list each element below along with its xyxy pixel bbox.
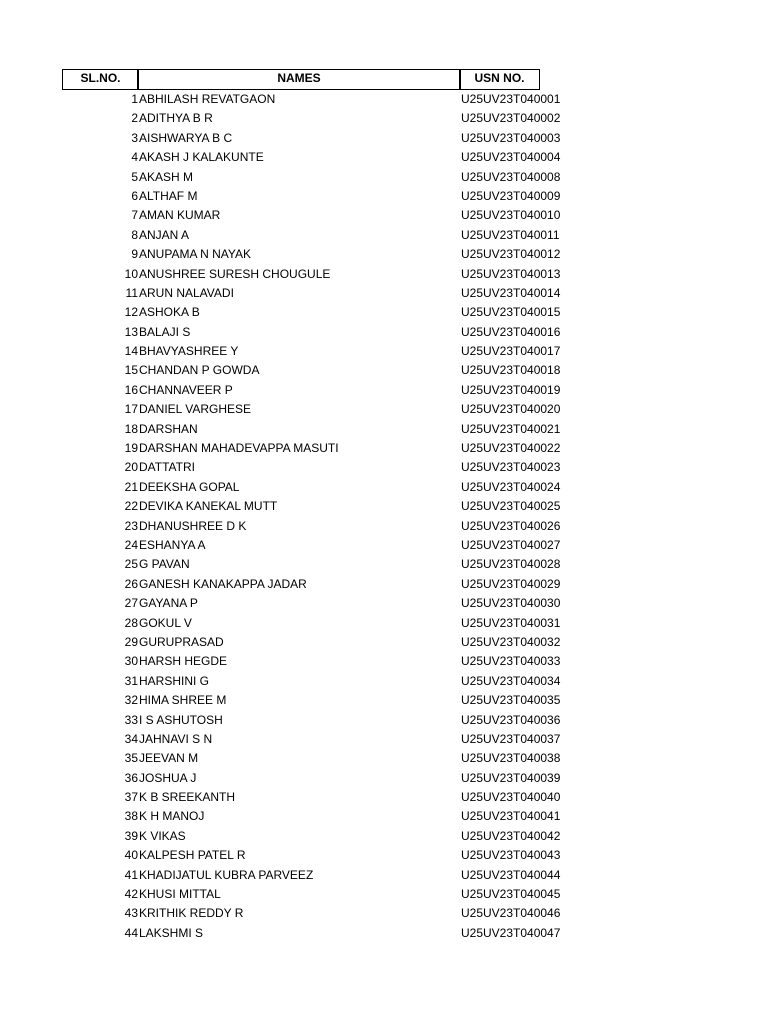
row-sl-no: 10 xyxy=(124,266,138,281)
row-sl-no: 30 xyxy=(124,654,138,669)
row-name: HIMA SHREE M xyxy=(139,693,227,708)
table-row xyxy=(0,109,768,128)
table-row xyxy=(0,885,768,904)
row-sl-no: 38 xyxy=(124,809,138,824)
row-usn: U25UV23T040008 xyxy=(461,169,561,184)
row-name: GOKUL V xyxy=(139,615,192,630)
row-usn: U25UV23T040026 xyxy=(461,518,561,533)
row-usn: U25UV23T040030 xyxy=(461,596,561,611)
table-row xyxy=(0,400,768,419)
row-usn: U25UV23T040040 xyxy=(461,790,561,805)
row-name: GAYANA P xyxy=(139,596,198,611)
table-row xyxy=(0,594,768,613)
row-sl-no: 35 xyxy=(124,751,138,766)
row-sl-no: 26 xyxy=(124,576,138,591)
row-name: G PAVAN xyxy=(139,557,190,572)
table-row xyxy=(0,711,768,730)
row-usn: U25UV23T040009 xyxy=(461,188,561,203)
row-sl-no: 4 xyxy=(131,150,138,165)
row-name: DARSHAN MAHADEVAPPA MASUTI xyxy=(139,441,339,456)
row-name: AMAN KUMAR xyxy=(139,208,221,223)
row-sl-no: 20 xyxy=(124,460,138,475)
row-name: HARSH HEGDE xyxy=(139,654,228,669)
table-row xyxy=(0,497,768,516)
row-name: I S ASHUTOSH xyxy=(139,712,223,727)
row-usn: U25UV23T040013 xyxy=(461,266,561,281)
row-name: DEEKSHA GOPAL xyxy=(139,479,240,494)
row-sl-no: 16 xyxy=(124,382,138,397)
row-name: KHADIJATUL KUBRA PARVEEZ xyxy=(139,867,314,882)
table-row xyxy=(0,168,768,187)
row-name: JEEVAN M xyxy=(139,751,199,766)
row-usn: U25UV23T040039 xyxy=(461,770,561,785)
row-sl-no: 18 xyxy=(124,421,138,436)
row-sl-no: 2 xyxy=(131,111,138,126)
row-name: CHANDAN P GOWDA xyxy=(139,363,260,378)
table-row xyxy=(0,148,768,167)
row-sl-no: 8 xyxy=(131,227,138,242)
table-row xyxy=(0,323,768,342)
row-sl-no: 41 xyxy=(124,867,138,882)
row-name: BHAVYASHREE Y xyxy=(139,344,239,359)
row-usn: U25UV23T040024 xyxy=(461,479,561,494)
row-name: JAHNAVI S N xyxy=(139,731,213,746)
row-usn: U25UV23T040027 xyxy=(461,537,561,552)
row-name: CHANNAVEER P xyxy=(139,382,233,397)
row-usn: U25UV23T040023 xyxy=(461,460,561,475)
row-sl-no: 9 xyxy=(131,247,138,262)
row-usn: U25UV23T040028 xyxy=(461,557,561,572)
row-name: KHUSI MITTAL xyxy=(139,887,221,902)
table-row xyxy=(0,866,768,885)
table-row xyxy=(0,924,768,943)
row-usn: U25UV23T040004 xyxy=(461,150,561,165)
table-row xyxy=(0,245,768,264)
table-row xyxy=(0,420,768,439)
table-row xyxy=(0,788,768,807)
row-sl-no: 42 xyxy=(124,887,138,902)
header-usn-no: USN NO. xyxy=(459,69,540,90)
row-sl-no: 44 xyxy=(124,925,138,940)
row-name: LAKSHMI S xyxy=(139,925,204,940)
row-usn: U25UV23T040031 xyxy=(461,615,561,630)
table-row xyxy=(0,226,768,245)
row-usn: U25UV23T040032 xyxy=(461,634,561,649)
row-usn: U25UV23T040042 xyxy=(461,828,561,843)
row-name: AKASH M xyxy=(139,169,194,184)
row-name: ANJAN A xyxy=(139,227,190,242)
row-usn: U25UV23T040016 xyxy=(461,324,561,339)
row-name: DANIEL VARGHESE xyxy=(139,402,252,417)
table-row xyxy=(0,846,768,865)
row-usn: U25UV23T040041 xyxy=(461,809,561,824)
row-usn: U25UV23T040012 xyxy=(461,247,561,262)
row-sl-no: 28 xyxy=(124,615,138,630)
row-usn: U25UV23T040034 xyxy=(461,673,561,688)
header-names: NAMES xyxy=(137,69,461,90)
table-row xyxy=(0,90,768,109)
row-name: AISHWARYA B C xyxy=(139,130,233,145)
row-name: ADITHYA B R xyxy=(139,111,213,126)
table-row xyxy=(0,342,768,361)
row-usn: U25UV23T040018 xyxy=(461,363,561,378)
table-row xyxy=(0,187,768,206)
row-sl-no: 13 xyxy=(124,324,138,339)
row-name: DEVIKA KANEKAL MUTT xyxy=(139,499,278,514)
row-usn: U25UV23T040046 xyxy=(461,906,561,921)
row-sl-no: 34 xyxy=(124,731,138,746)
row-name: ARUN NALAVADI xyxy=(139,285,234,300)
row-sl-no: 3 xyxy=(131,130,138,145)
row-sl-no: 7 xyxy=(131,208,138,223)
row-sl-no: 43 xyxy=(124,906,138,921)
row-usn: U25UV23T040002 xyxy=(461,111,561,126)
row-usn: U25UV23T040001 xyxy=(461,92,561,106)
row-usn: U25UV23T040029 xyxy=(461,576,561,591)
row-sl-no: 33 xyxy=(124,712,138,727)
table-row xyxy=(0,730,768,749)
table-row xyxy=(0,265,768,284)
table-row xyxy=(0,381,768,400)
row-sl-no: 23 xyxy=(124,518,138,533)
row-usn: U25UV23T040035 xyxy=(461,693,561,708)
row-name: DARSHAN xyxy=(139,421,198,436)
row-sl-no: 14 xyxy=(124,344,138,359)
row-usn: U25UV23T040045 xyxy=(461,887,561,902)
row-usn: U25UV23T040025 xyxy=(461,499,561,514)
row-sl-no: 17 xyxy=(124,402,138,417)
row-name: HARSHINI G xyxy=(139,673,210,688)
row-usn: U25UV23T040017 xyxy=(461,344,561,359)
row-usn: U25UV23T040015 xyxy=(461,305,561,320)
row-usn: U25UV23T040021 xyxy=(461,421,561,436)
row-sl-no: 29 xyxy=(124,634,138,649)
row-sl-no: 25 xyxy=(124,557,138,572)
row-name: KALPESH PATEL R xyxy=(139,848,246,863)
row-name: BALAJI S xyxy=(139,324,191,339)
table-row xyxy=(0,575,768,594)
table-row xyxy=(0,284,768,303)
row-name: K B SREEKANTH xyxy=(139,790,236,805)
row-usn: U25UV23T040014 xyxy=(461,285,561,300)
row-usn: U25UV23T040037 xyxy=(461,731,561,746)
row-name: GURUPRASAD xyxy=(139,634,224,649)
table-row xyxy=(0,807,768,826)
row-name: K H MANOJ xyxy=(139,809,205,824)
row-sl-no: 12 xyxy=(124,305,138,320)
row-name: ANUSHREE SURESH CHOUGULE xyxy=(139,266,331,281)
row-name: DHANUSHREE D K xyxy=(139,518,247,533)
table-row xyxy=(0,691,768,710)
row-sl-no: 1 xyxy=(131,92,138,106)
row-sl-no: 31 xyxy=(124,673,138,688)
row-sl-no: 40 xyxy=(124,848,138,863)
row-sl-no: 24 xyxy=(124,537,138,552)
table-row xyxy=(0,652,768,671)
row-usn: U25UV23T040020 xyxy=(461,402,561,417)
row-sl-no: 15 xyxy=(124,363,138,378)
row-usn: U25UV23T040033 xyxy=(461,654,561,669)
header-sl-no: SL.NO. xyxy=(62,69,139,90)
row-usn: U25UV23T040019 xyxy=(461,382,561,397)
row-sl-no: 32 xyxy=(124,693,138,708)
row-sl-no: 5 xyxy=(131,169,138,184)
row-sl-no: 27 xyxy=(124,596,138,611)
row-name: DATTATRI xyxy=(139,460,195,475)
table-row xyxy=(0,749,768,768)
table-row xyxy=(0,458,768,477)
table-row xyxy=(0,129,768,148)
table-row xyxy=(0,206,768,225)
row-sl-no: 6 xyxy=(131,188,138,203)
table-row xyxy=(0,439,768,458)
row-usn: U25UV23T040047 xyxy=(461,925,561,940)
table-row xyxy=(0,614,768,633)
row-name: ESHANYA A xyxy=(139,537,206,552)
table-row xyxy=(0,478,768,497)
row-usn: U25UV23T040043 xyxy=(461,848,561,863)
row-usn: U25UV23T040022 xyxy=(461,441,561,456)
row-name: KRITHIK REDDY R xyxy=(139,906,244,921)
row-name: ASHOKA B xyxy=(139,305,200,320)
table-row xyxy=(0,361,768,380)
row-name: ABHILASH REVATGAON xyxy=(139,92,276,106)
row-name: K VIKAS xyxy=(139,828,186,843)
table-row xyxy=(0,672,768,691)
row-name: ANUPAMA N NAYAK xyxy=(139,247,252,262)
row-usn: U25UV23T040036 xyxy=(461,712,561,727)
table-row xyxy=(0,517,768,536)
table-body xyxy=(0,90,768,943)
row-sl-no: 39 xyxy=(124,828,138,843)
row-usn: U25UV23T040044 xyxy=(461,867,561,882)
table-row xyxy=(0,633,768,652)
row-sl-no: 37 xyxy=(124,790,138,805)
row-name: ALTHAF M xyxy=(139,188,198,203)
row-usn: U25UV23T040011 xyxy=(461,227,560,242)
row-sl-no: 21 xyxy=(124,479,138,494)
table-row xyxy=(0,303,768,322)
table-row xyxy=(0,827,768,846)
row-usn: U25UV23T040038 xyxy=(461,751,561,766)
row-usn: U25UV23T040010 xyxy=(461,208,561,223)
table-row xyxy=(0,769,768,788)
row-sl-no: 11 xyxy=(125,285,138,300)
row-name: GANESH KANAKAPPA JADAR xyxy=(139,576,307,591)
table-row xyxy=(0,555,768,574)
table-row xyxy=(0,536,768,555)
row-name: AKASH J KALAKUNTE xyxy=(139,150,264,165)
row-sl-no: 22 xyxy=(124,499,138,514)
row-usn: U25UV23T040003 xyxy=(461,130,561,145)
row-sl-no: 19 xyxy=(124,441,138,456)
row-sl-no: 36 xyxy=(124,770,138,785)
row-name: JOSHUA J xyxy=(139,770,197,785)
table-row xyxy=(0,904,768,923)
